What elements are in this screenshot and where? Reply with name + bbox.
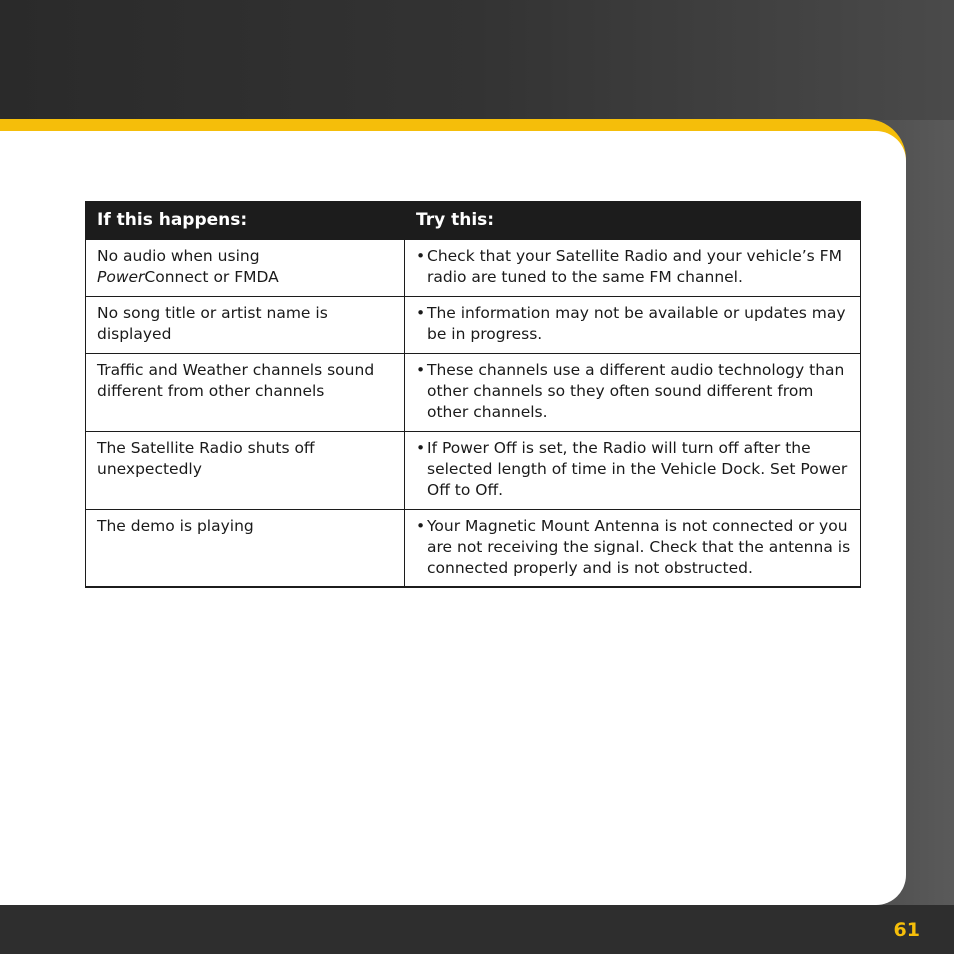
table-row xyxy=(86,297,861,354)
bullet-icon: • xyxy=(416,517,426,535)
top-band xyxy=(0,0,954,120)
issue-text-italic: Power xyxy=(97,268,145,286)
fix-cell xyxy=(405,297,861,354)
issue-text-suffix: Connect or FMDA xyxy=(144,268,279,286)
issue-cell: The demo is playing xyxy=(86,510,405,588)
fix-text: Your Magnetic Mount Antenna is not connected or you are not receiving the signal. Check that the antenna is connected properly and is not obstructed. xyxy=(427,517,851,577)
issue-cell xyxy=(86,240,405,297)
header-issue: If this happens: xyxy=(86,202,405,240)
fix-text: If Power Off is set, the Radio will turn off after the selected length of time in the Vehicle Dock. Set Power Off to Off. xyxy=(427,439,848,499)
issue-text-prefix: No audio when using xyxy=(97,247,260,265)
fix-cell xyxy=(405,354,861,432)
table-row xyxy=(86,510,861,588)
page-number: 61 xyxy=(893,919,920,941)
bullet-icon: • xyxy=(416,304,426,322)
fix-cell xyxy=(405,240,861,297)
header-fix: Try this: xyxy=(405,202,861,240)
issue-cell: The Satellite Radio shuts off unexpectedly xyxy=(86,432,405,510)
issue-cell: No song title or artist name is displayed xyxy=(86,297,405,354)
bullet-icon: • xyxy=(416,439,426,457)
table-row xyxy=(86,432,861,510)
table-row xyxy=(86,240,861,297)
bullet-icon: • xyxy=(416,247,426,265)
table-header-row xyxy=(86,202,861,240)
fix-text: Check that your Satellite Radio and your vehicle’s FM radio are tuned to the same FM channel. xyxy=(427,247,842,286)
bullet-icon: • xyxy=(416,361,426,379)
table-row xyxy=(86,354,861,432)
fix-text: The information may not be available or updates may be in progress. xyxy=(427,304,846,343)
troubleshooting-table xyxy=(85,201,861,588)
fix-cell xyxy=(405,510,861,588)
fix-cell xyxy=(405,432,861,510)
issue-cell: Traffic and Weather channels sound different from other channels xyxy=(86,354,405,432)
bottom-band xyxy=(0,905,954,954)
fix-text: These channels use a different audio technology than other channels so they often sound different from other channels. xyxy=(427,361,845,421)
